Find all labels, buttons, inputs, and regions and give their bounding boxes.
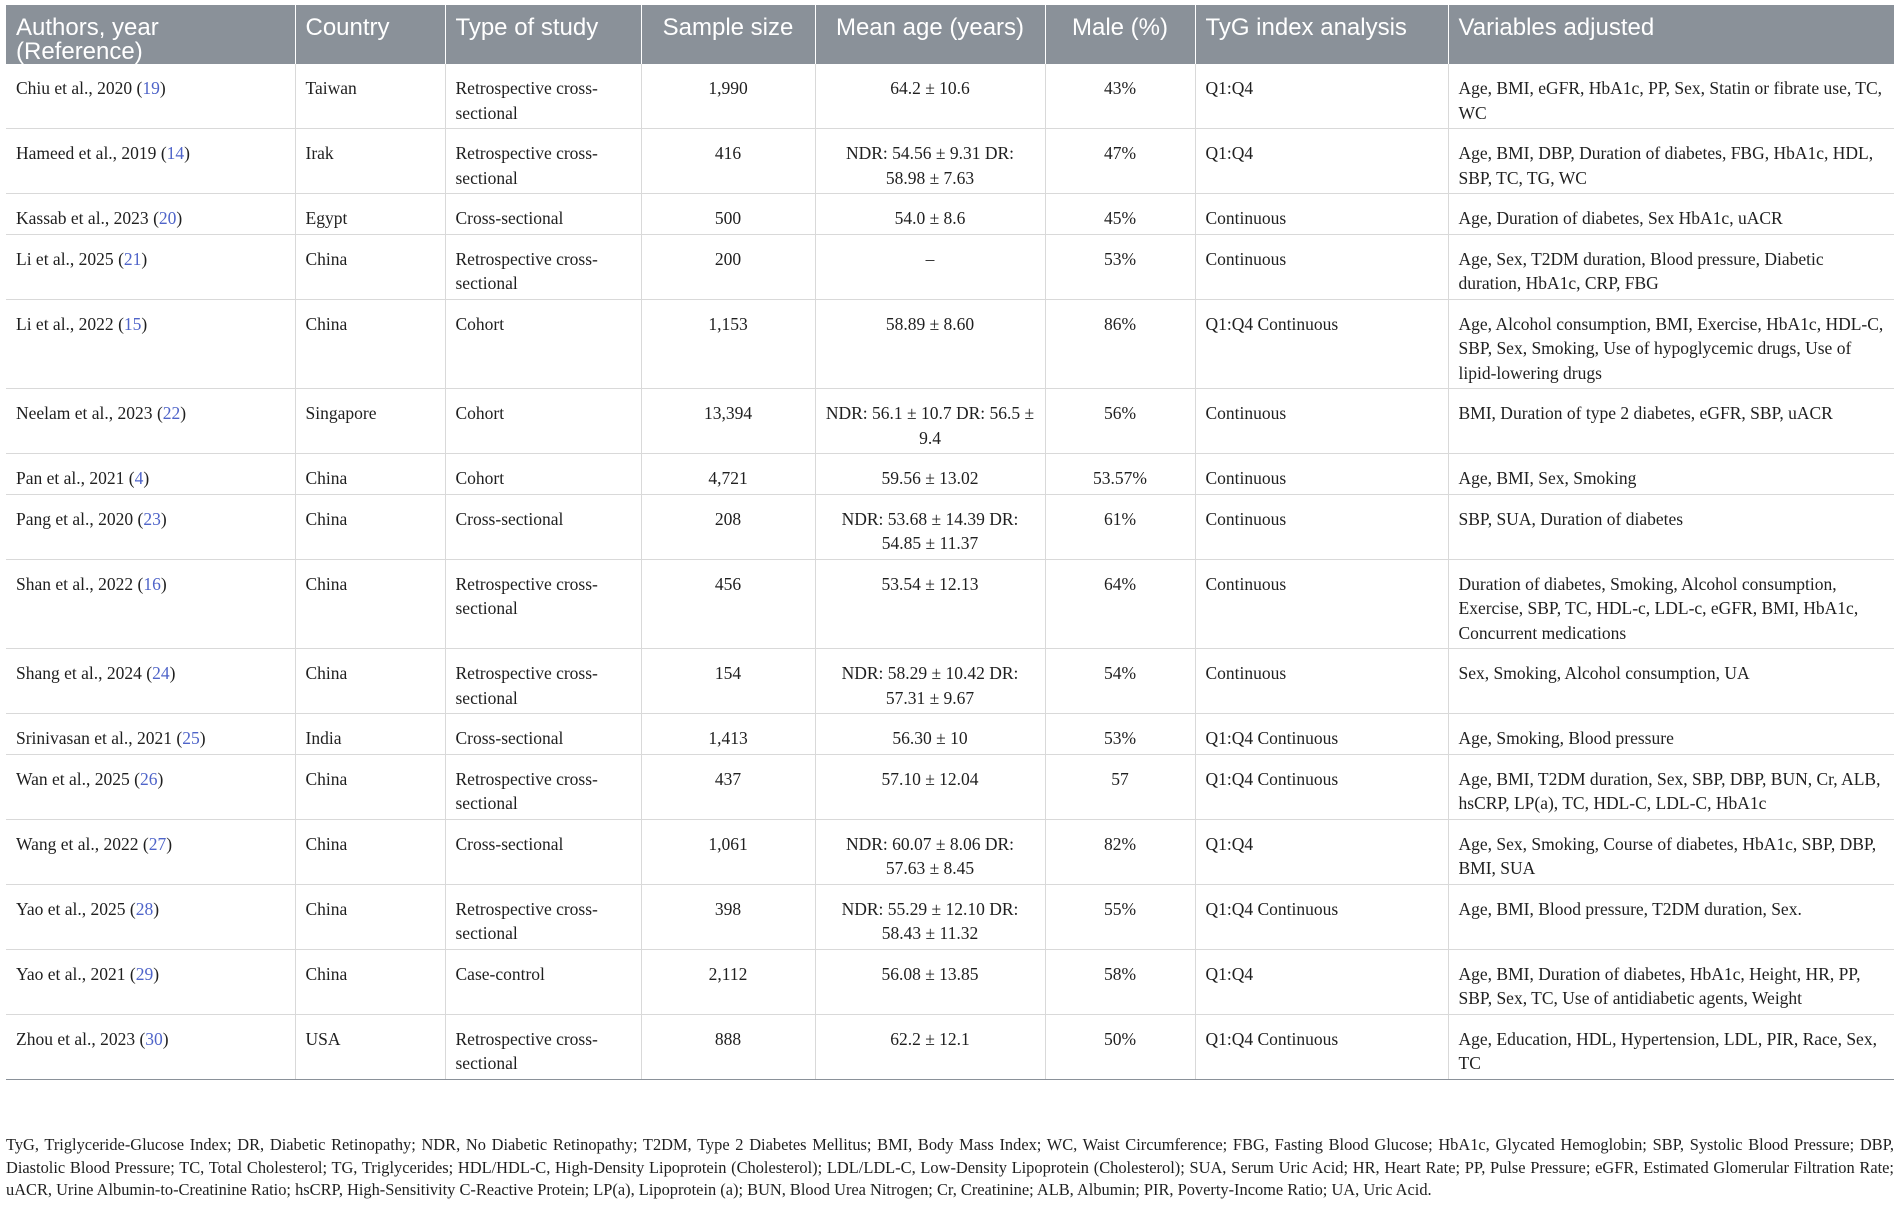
header-mean-age: Mean age (years)	[815, 5, 1045, 64]
reference-link[interactable]: 29	[135, 963, 154, 984]
cell-male: 53%	[1045, 234, 1195, 299]
reference-link[interactable]: 19	[142, 78, 160, 98]
reference-link[interactable]: 22	[162, 403, 181, 423]
cell-variables: Age, Alcohol consumption, BMI, Exercise, HbA1c, HDL-C, SBP, Sex, Smoking, Use of hypoglycemic drugs, Use of lipid-lowering drugs	[1448, 299, 1894, 389]
cell-mean-age: 58.89 ± 8.60	[815, 299, 1045, 389]
table-row	[6, 194, 1894, 235]
cell-mean-age: NDR: 56.1 ± 10.7 DR: 56.5 ± 9.4	[815, 389, 1045, 454]
cell-country: Egypt	[295, 194, 445, 235]
cell-mean-age: NDR: 54.56 ± 9.31 DR: 58.98 ± 7.63	[815, 129, 1045, 194]
cell-country: China	[295, 884, 445, 949]
reference-link[interactable]: 25	[182, 728, 200, 748]
author-text: Li et al., 2022	[16, 313, 114, 334]
cell-country: China	[295, 754, 445, 819]
cell-study-type: Cross-sectional	[445, 714, 641, 755]
cell-country: Singapore	[295, 389, 445, 454]
cell-male: 61%	[1045, 494, 1195, 559]
table-row	[6, 949, 1894, 1014]
header-tyg: TyG index analysis	[1195, 5, 1448, 64]
table-row	[6, 64, 1894, 129]
cell-mean-age: NDR: 55.29 ± 12.10 DR: 58.43 ± 11.32	[815, 884, 1045, 949]
reference-link[interactable]: 21	[123, 248, 142, 269]
studies-table	[6, 5, 1894, 1080]
table-row	[6, 1014, 1894, 1079]
cell-mean-age: 59.56 ± 13.02	[815, 454, 1045, 495]
cell-study-type: Retrospective cross-sectional	[445, 884, 641, 949]
cell-mean-age: 56.30 ± 10	[815, 714, 1045, 755]
cell-study-type: Retrospective cross-sectional	[445, 559, 641, 649]
cell-male: 64%	[1045, 559, 1195, 649]
table-row	[6, 494, 1894, 559]
author-text: Srinivasan et al., 2021	[16, 728, 173, 748]
table-row	[6, 129, 1894, 194]
header-sample-size: Sample size	[641, 5, 815, 64]
author-text: Wan et al., 2025	[16, 768, 130, 789]
table-row	[6, 884, 1894, 949]
cell-study-type: Case-control	[445, 949, 641, 1014]
reference-link[interactable]: 26	[139, 768, 158, 789]
cell-country: Irak	[295, 129, 445, 194]
cell-sample-size: 208	[641, 494, 815, 559]
cell-study-type: Retrospective cross-sectional	[445, 1014, 641, 1079]
cell-country: Taiwan	[295, 64, 445, 129]
header-type: Type of study	[445, 5, 641, 64]
cell-author: Li et al., 2025 (21)	[6, 234, 295, 299]
cell-country: China	[295, 234, 445, 299]
cell-sample-size: 456	[641, 559, 815, 649]
author-text: Yao et al., 2025	[16, 898, 126, 919]
cell-variables: Age, Education, HDL, Hypertension, LDL, PIR, Race, Sex, TC	[1448, 1014, 1894, 1079]
table-row	[6, 389, 1894, 454]
author-text: Yao et al., 2021	[16, 963, 126, 984]
cell-sample-size: 500	[641, 194, 815, 235]
cell-male: 50%	[1045, 1014, 1195, 1079]
cell-mean-age: 64.2 ± 10.6	[815, 64, 1045, 129]
cell-sample-size: 1,990	[641, 64, 815, 129]
cell-mean-age: NDR: 53.68 ± 14.39 DR: 54.85 ± 11.37	[815, 494, 1045, 559]
cell-author: Yao et al., 2021 (29)	[6, 949, 295, 1014]
table-row	[6, 819, 1894, 884]
cell-male: 45%	[1045, 194, 1195, 235]
header-authors: Authors, year (Reference)	[6, 5, 295, 64]
cell-tyg: Continuous	[1195, 234, 1448, 299]
cell-mean-age: –	[815, 234, 1045, 299]
cell-country: China	[295, 494, 445, 559]
cell-tyg: Continuous	[1195, 454, 1448, 495]
cell-variables: SBP, SUA, Duration of diabetes	[1448, 494, 1894, 559]
cell-variables: Age, Sex, T2DM duration, Blood pressure, Diabetic duration, HbA1c, CRP, FBG	[1448, 234, 1894, 299]
cell-tyg: Continuous	[1195, 649, 1448, 714]
reference-link[interactable]: 30	[145, 1028, 163, 1049]
cell-author: Pan et al., 2021 (4)	[6, 454, 295, 495]
cell-country: India	[295, 714, 445, 755]
cell-sample-size: 200	[641, 234, 815, 299]
cell-author: Kassab et al., 2023 (20)	[6, 194, 295, 235]
cell-study-type: Cohort	[445, 454, 641, 495]
cell-country: USA	[295, 1014, 445, 1079]
cell-variables: Age, BMI, Duration of diabetes, HbA1c, Height, HR, PP, SBP, Sex, TC, Use of antidiabetic agents, Weight	[1448, 949, 1894, 1014]
author-text: Shan et al., 2022	[16, 573, 134, 594]
cell-author: Pang et al., 2020 (23)	[6, 494, 295, 559]
cell-male: 43%	[1045, 64, 1195, 129]
table-footnote: TyG, Triglyceride-Glucose Index; DR, Diabetic Retinopathy; NDR, No Diabetic Retinopathy; T2DM, Type 2 Diabetes Mellitus; BMI, Body Mass Index; WC, Waist Circumference; FBG, Fasting Blood Glucose; HbA1c, Glycated Hemoglobin; SBP, Systolic Blood Pressure; DBP, Diastolic Blood Pressure; TC, Total Cholesterol; TG, Triglycerides; HDL/HDL-C, High-Density Lipoprotein (Cholesterol); LDL/LDL-C, Low-Density Lipoprotein (Cholesterol); SUA, Serum Uric Acid; HR, Heart Rate; PP, Pulse Pressure; eGFR, Estimated Glomerular Filtration Rate; uACR, Urine Albumin-to-Creatinine Ratio; hsCRP, High-Sensitivity C-Reactive Protein; LP(a), Lipoprotein (a); BUN, Blood Urea Nitrogen; Cr, Creatinine; ALB, Albumin; PIR, Poverty-Income Ratio; UA, Uric Acid.	[6, 1135, 1894, 1199]
cell-author: Yao et al., 2025 (28)	[6, 884, 295, 949]
reference-link[interactable]: 16	[143, 573, 161, 594]
cell-country: China	[295, 454, 445, 495]
cell-tyg: Q1:Q4 Continuous	[1195, 299, 1448, 389]
cell-study-type: Cross-sectional	[445, 194, 641, 235]
cell-study-type: Retrospective cross-sectional	[445, 64, 641, 129]
reference-link[interactable]: 14	[166, 143, 185, 163]
cell-author: Li et al., 2022 (15)	[6, 299, 295, 389]
cell-male: 82%	[1045, 819, 1195, 884]
cell-sample-size: 1,153	[641, 299, 815, 389]
cell-variables: Age, BMI, T2DM duration, Sex, SBP, DBP, BUN, Cr, ALB, hsCRP, LP(a), TC, HDL-C, LDL-C, HbA1c	[1448, 754, 1894, 819]
cell-variables: Age, BMI, eGFR, HbA1c, PP, Sex, Statin or fibrate use, TC, WC	[1448, 64, 1894, 129]
cell-variables: Age, Duration of diabetes, Sex HbA1c, uACR	[1448, 194, 1894, 235]
cell-variables: Duration of diabetes, Smoking, Alcohol consumption, Exercise, SBP, TC, HDL-c, LDL-c, eGFR, BMI, HbA1c, Concurrent medications	[1448, 559, 1894, 649]
author-text: Li et al., 2025	[16, 248, 114, 269]
cell-male: 86%	[1045, 299, 1195, 389]
cell-variables: Age, Smoking, Blood pressure	[1448, 714, 1894, 755]
reference-link[interactable]: 4	[134, 468, 144, 488]
cell-tyg: Q1:Q4 Continuous	[1195, 1014, 1448, 1079]
cell-male: 58%	[1045, 949, 1195, 1014]
cell-author: Chiu et al., 2020 (19)	[6, 64, 295, 129]
cell-sample-size: 398	[641, 884, 815, 949]
cell-variables: Age, BMI, Sex, Smoking	[1448, 454, 1894, 495]
cell-country: China	[295, 559, 445, 649]
cell-male: 54%	[1045, 649, 1195, 714]
reference-link[interactable]: 28	[135, 898, 154, 919]
cell-tyg: Q1:Q4	[1195, 129, 1448, 194]
reference-link[interactable]: 23	[143, 508, 161, 529]
cell-author: Hameed et al., 2019 (14)	[6, 129, 295, 194]
cell-tyg: Continuous	[1195, 494, 1448, 559]
cell-variables: Age, Sex, Smoking, Course of diabetes, HbA1c, SBP, DBP, BMI, SUA	[1448, 819, 1894, 884]
cell-study-type: Retrospective cross-sectional	[445, 649, 641, 714]
cell-study-type: Retrospective cross-sectional	[445, 129, 641, 194]
cell-variables: BMI, Duration of type 2 diabetes, eGFR, SBP, uACR	[1448, 389, 1894, 454]
cell-tyg: Q1:Q4	[1195, 64, 1448, 129]
cell-mean-age: 62.2 ± 12.1	[815, 1014, 1045, 1079]
header-male: Male (%)	[1045, 5, 1195, 64]
table-body	[6, 64, 1894, 1079]
cell-mean-age: 56.08 ± 13.85	[815, 949, 1045, 1014]
cell-study-type: Retrospective cross-sectional	[445, 754, 641, 819]
cell-tyg: Continuous	[1195, 194, 1448, 235]
cell-country: China	[295, 299, 445, 389]
author-text: Zhou et al., 2023	[16, 1028, 136, 1049]
cell-male: 56%	[1045, 389, 1195, 454]
cell-tyg: Continuous	[1195, 559, 1448, 649]
table-row	[6, 299, 1894, 389]
cell-study-type: Cohort	[445, 299, 641, 389]
cell-sample-size: 437	[641, 754, 815, 819]
table-row	[6, 234, 1894, 299]
cell-male: 53%	[1045, 714, 1195, 755]
cell-author: Neelam et al., 2023 (22)	[6, 389, 295, 454]
cell-author: Zhou et al., 2023 (30)	[6, 1014, 295, 1079]
cell-mean-age: NDR: 58.29 ± 10.42 DR: 57.31 ± 9.67	[815, 649, 1045, 714]
cell-author: Shan et al., 2022 (16)	[6, 559, 295, 649]
cell-sample-size: 4,721	[641, 454, 815, 495]
cell-mean-age: 57.10 ± 12.04	[815, 754, 1045, 819]
cell-country: China	[295, 819, 445, 884]
cell-country: China	[295, 949, 445, 1014]
cell-author: Srinivasan et al., 2021 (25)	[6, 714, 295, 755]
author-text: Pang et al., 2020	[16, 508, 134, 529]
cell-tyg: Q1:Q4	[1195, 819, 1448, 884]
table-row	[6, 754, 1894, 819]
cell-study-type: Cross-sectional	[445, 494, 641, 559]
reference-link[interactable]: 27	[148, 833, 167, 854]
cell-tyg: Q1:Q4 Continuous	[1195, 754, 1448, 819]
author-text: Wang et al., 2022	[16, 833, 139, 854]
author-text: Kassab et al., 2023	[16, 208, 149, 228]
author-text: Neelam et al., 2023	[16, 403, 153, 423]
cell-male: 57	[1045, 754, 1195, 819]
cell-study-type: Retrospective cross-sectional	[445, 234, 641, 299]
cell-sample-size: 1,413	[641, 714, 815, 755]
cell-tyg: Q1:Q4	[1195, 949, 1448, 1014]
table-row	[6, 454, 1894, 495]
cell-study-type: Cross-sectional	[445, 819, 641, 884]
author-text: Shang et al., 2024	[16, 663, 142, 683]
reference-link[interactable]: 24	[152, 663, 170, 683]
cell-study-type: Cohort	[445, 389, 641, 454]
author-text: Pan et al., 2021	[16, 468, 125, 488]
reference-link[interactable]: 20	[158, 208, 177, 228]
cell-sample-size: 13,394	[641, 389, 815, 454]
cell-sample-size: 2,112	[641, 949, 815, 1014]
header-country: Country	[295, 5, 445, 64]
cell-sample-size: 154	[641, 649, 815, 714]
table-row	[6, 559, 1894, 649]
cell-sample-size: 416	[641, 129, 815, 194]
author-text: Chiu et al., 2020	[16, 78, 133, 98]
cell-variables: Age, BMI, Blood pressure, T2DM duration, Sex.	[1448, 884, 1894, 949]
cell-sample-size: 1,061	[641, 819, 815, 884]
author-text: Hameed et al., 2019	[16, 143, 157, 163]
table-row	[6, 714, 1894, 755]
cell-tyg: Continuous	[1195, 389, 1448, 454]
cell-country: China	[295, 649, 445, 714]
cell-male: 55%	[1045, 884, 1195, 949]
table-row	[6, 649, 1894, 714]
cell-male: 47%	[1045, 129, 1195, 194]
cell-author: Wan et al., 2025 (26)	[6, 754, 295, 819]
cell-mean-age: 54.0 ± 8.6	[815, 194, 1045, 235]
cell-mean-age: NDR: 60.07 ± 8.06 DR: 57.63 ± 8.45	[815, 819, 1045, 884]
header-variables: Variables adjusted	[1448, 5, 1894, 64]
header-row	[6, 5, 1894, 64]
cell-author: Shang et al., 2024 (24)	[6, 649, 295, 714]
cell-tyg: Q1:Q4 Continuous	[1195, 714, 1448, 755]
cell-sample-size: 888	[641, 1014, 815, 1079]
cell-variables: Sex, Smoking, Alcohol consumption, UA	[1448, 649, 1894, 714]
cell-mean-age: 53.54 ± 12.13	[815, 559, 1045, 649]
cell-author: Wang et al., 2022 (27)	[6, 819, 295, 884]
cell-male: 53.57%	[1045, 454, 1195, 495]
reference-link[interactable]: 15	[123, 313, 142, 334]
cell-tyg: Q1:Q4 Continuous	[1195, 884, 1448, 949]
cell-variables: Age, BMI, DBP, Duration of diabetes, FBG, HbA1c, HDL, SBP, TC, TG, WC	[1448, 129, 1894, 194]
